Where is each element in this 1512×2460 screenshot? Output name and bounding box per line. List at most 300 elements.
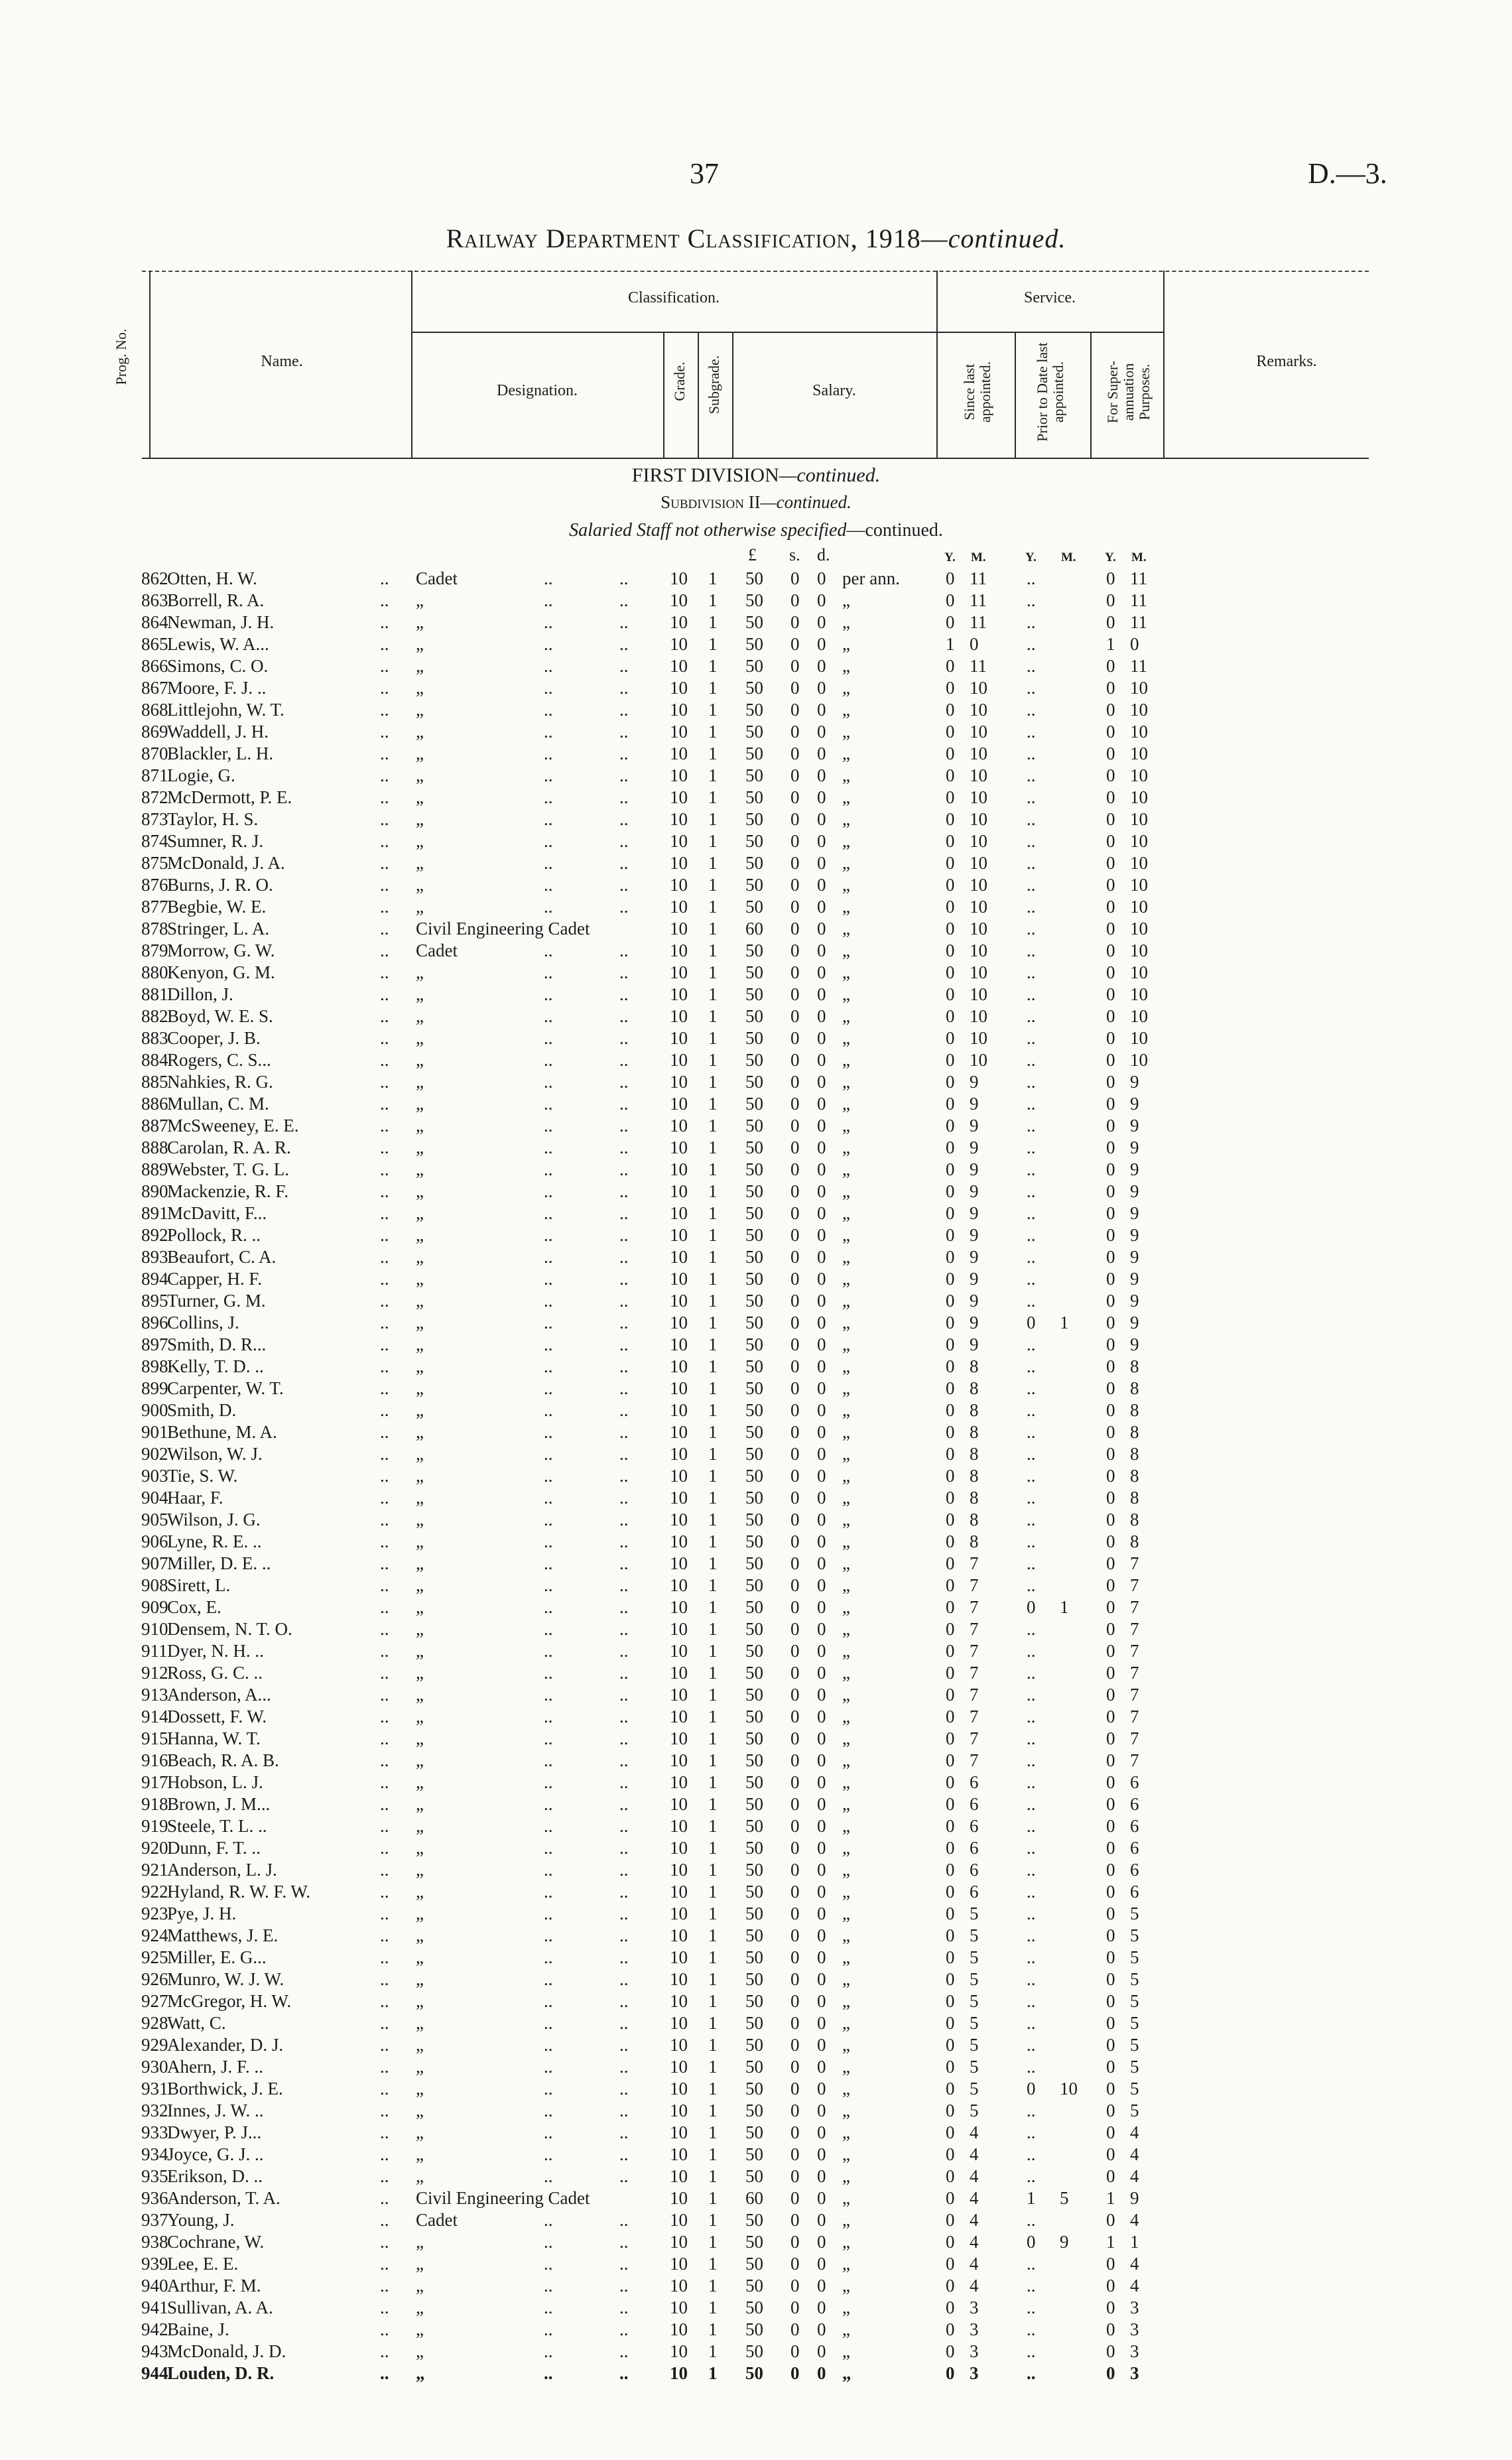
subgrade-cell: 1 — [708, 1531, 718, 1551]
since-last-years-cell: 0 — [946, 2254, 955, 2274]
designation-cell: „ — [416, 722, 424, 742]
leader-dots: .. — [380, 1116, 389, 1135]
leader-dots: .. — [380, 1794, 389, 1814]
header-bottom-rule — [142, 458, 1369, 459]
grade-cell: 10 — [670, 2122, 688, 2142]
salary-period-cell: „ — [842, 1991, 850, 2011]
prior-years-cell: .. — [1027, 656, 1036, 676]
subgrade-cell: 1 — [708, 1225, 718, 1245]
salary-period-cell: „ — [842, 2319, 850, 2339]
salary-pounds-cell: 50 — [745, 700, 763, 720]
salary-pence-cell: 0 — [817, 1882, 826, 1902]
subgrade-cell: 1 — [708, 1860, 718, 1880]
subgrade-cell: 1 — [708, 1904, 718, 1923]
since-last-months-cell: 9 — [970, 1225, 979, 1245]
salary-period-cell: „ — [842, 1422, 850, 1442]
prog-no-cell: 884 — [141, 1050, 168, 1070]
superannuation-months-cell: 10 — [1130, 744, 1148, 763]
table-row — [0, 1750, 1512, 1772]
salary-shillings-cell: 0 — [790, 1094, 800, 1114]
leader-dots: .. — [544, 1575, 553, 1595]
name-cell: Munro, W. J. W. — [167, 1969, 284, 1989]
since-last-months-cell: 10 — [970, 1050, 987, 1070]
prior-years-cell: .. — [1027, 1925, 1036, 1945]
leader-dots: .. — [544, 1685, 553, 1705]
superannuation-months-cell: 8 — [1130, 1378, 1139, 1398]
subgrade-cell: 1 — [708, 2013, 718, 2033]
since-last-months-cell: 9 — [970, 1116, 979, 1135]
salary-pence-cell: 0 — [817, 831, 826, 851]
prior-years-cell: .. — [1027, 875, 1036, 895]
table-row — [0, 1728, 1512, 1750]
rule-designation — [663, 332, 664, 458]
superannuation-years-cell: 0 — [1106, 1838, 1115, 1858]
subgrade-cell: 1 — [708, 634, 718, 654]
name-cell: Carolan, R. A. R. — [167, 1137, 291, 1157]
superannuation-months-cell: 9 — [1130, 2188, 1139, 2208]
salary-pounds-cell: 50 — [745, 2013, 763, 2033]
leader-dots: .. — [380, 1750, 389, 1770]
salary-pence-cell: 0 — [817, 1553, 826, 1573]
leader-dots: .. — [619, 1094, 629, 1114]
table-row — [0, 1049, 1512, 1071]
leader-dots: .. — [619, 1116, 629, 1135]
salary-pence-cell: 0 — [817, 1685, 826, 1705]
leader-dots: .. — [380, 1707, 389, 1726]
superannuation-months-cell: 9 — [1130, 1291, 1139, 1311]
salary-pence-cell: 0 — [817, 2166, 826, 2186]
designation-cell: „ — [416, 1313, 424, 1332]
prior-years-cell: .. — [1027, 2363, 1036, 2383]
superannuation-months-cell: 1 — [1130, 2232, 1139, 2252]
since-last-years-cell: 0 — [946, 656, 955, 676]
prog-no-cell: 940 — [141, 2276, 168, 2296]
since-last-years-cell: 0 — [946, 1313, 955, 1332]
prior-years-cell: .. — [1027, 2122, 1036, 2142]
salary-pence-cell: 0 — [817, 1619, 826, 1639]
leader-dots: .. — [544, 1860, 553, 1880]
prog-no-cell: 868 — [141, 700, 168, 720]
salary-pounds-cell: 50 — [745, 1728, 763, 1748]
superannuation-years-cell: 0 — [1106, 1663, 1115, 1683]
grade-cell: 10 — [670, 1685, 688, 1705]
designation-cell: „ — [416, 2254, 424, 2274]
superannuation-years-cell: 0 — [1106, 2210, 1115, 2230]
leader-dots: .. — [380, 612, 389, 632]
salary-shillings-cell: 0 — [790, 1291, 800, 1311]
since-last-months-cell: 8 — [970, 1466, 979, 1486]
superannuation-years-cell: 0 — [1106, 1378, 1115, 1398]
since-last-years-cell: 0 — [946, 1334, 955, 1354]
salary-period-cell: „ — [842, 1750, 850, 1770]
table-row — [0, 1290, 1512, 1312]
designation-cell: „ — [416, 1925, 424, 1945]
since-last-months-cell: 5 — [970, 1947, 979, 1967]
since-last-months-cell: 8 — [970, 1400, 979, 1420]
prior-years-cell: .. — [1027, 809, 1036, 829]
subgrade-cell: 1 — [708, 1116, 718, 1135]
salary-period-cell: „ — [842, 2188, 850, 2208]
table-row — [0, 984, 1512, 1005]
name-cell: Dossett, F. W. — [167, 1707, 267, 1726]
superannuation-years-cell: 0 — [1106, 2122, 1115, 2142]
superannuation-years-cell: 0 — [1106, 1334, 1115, 1354]
since-last-months-cell: 8 — [970, 1488, 979, 1508]
salary-shillings-cell: 0 — [790, 765, 800, 785]
salary-pence-cell: 0 — [817, 1947, 826, 1967]
name-cell: Burns, J. R. O. — [167, 875, 273, 895]
name-cell: Stringer, L. A. — [167, 919, 270, 939]
leader-dots: .. — [380, 590, 389, 610]
salary-pounds-cell: 50 — [745, 744, 763, 763]
salary-shillings-cell: 0 — [790, 1991, 800, 2011]
designation-cell: Cadet — [416, 2210, 458, 2230]
salary-period-cell: „ — [842, 765, 850, 785]
salary-pounds-cell: 50 — [745, 875, 763, 895]
salary-pence-cell: 0 — [817, 2298, 826, 2317]
prog-no-cell: 898 — [141, 1356, 168, 1376]
superannuation-years-cell: 0 — [1106, 1969, 1115, 1989]
prior-months-cell: 5 — [1060, 2188, 1069, 2208]
salary-pounds-cell: 50 — [745, 1159, 763, 1179]
name-cell: Miller, E. G... — [167, 1947, 267, 1967]
leader-dots: .. — [380, 1072, 389, 1092]
grade-cell: 10 — [670, 765, 688, 785]
since-last-years-cell: 0 — [946, 1838, 955, 1858]
superannuation-months-cell: 10 — [1130, 853, 1148, 873]
leader-dots: .. — [619, 568, 629, 588]
leader-dots: .. — [544, 1466, 553, 1486]
prior-years-cell: .. — [1027, 853, 1036, 873]
superannuation-years-cell: 0 — [1106, 568, 1115, 588]
name-cell: Innes, J. W. .. — [167, 2101, 264, 2120]
superannuation-years-cell: 0 — [1106, 962, 1115, 982]
prog-no-cell: 915 — [141, 1728, 168, 1748]
prog-no-cell: 880 — [141, 962, 168, 982]
table-row — [0, 1859, 1512, 1881]
superannuation-months-cell: 6 — [1130, 1794, 1139, 1814]
salary-period-cell: „ — [842, 1466, 850, 1486]
since-last-years-cell: 0 — [946, 1006, 955, 1026]
salary-pounds-cell: 50 — [745, 984, 763, 1004]
subgrade-cell: 1 — [708, 1510, 718, 1529]
superannuation-years-cell: 0 — [1106, 1794, 1115, 1814]
leader-dots: .. — [619, 897, 629, 917]
grade-cell: 10 — [670, 1947, 688, 1967]
subgrade-cell: 1 — [708, 2144, 718, 2164]
prior-years-cell: .. — [1027, 1072, 1036, 1092]
superannuation-years-cell: 0 — [1106, 2079, 1115, 2099]
grade-cell: 10 — [670, 1904, 688, 1923]
leader-dots: .. — [380, 1947, 389, 1967]
table-row — [0, 677, 1512, 699]
grade-cell: 10 — [670, 940, 688, 960]
superannuation-years-cell: 0 — [1106, 2319, 1115, 2339]
salary-pence-cell: 0 — [817, 1313, 826, 1332]
salary-pounds-cell: 50 — [745, 1794, 763, 1814]
leader-dots: .. — [380, 940, 389, 960]
grade-cell: 10 — [670, 656, 688, 676]
leader-dots: .. — [544, 634, 553, 654]
table-row — [0, 721, 1512, 743]
table-row — [0, 1531, 1512, 1553]
salary-pounds-cell: 50 — [745, 809, 763, 829]
grade-cell: 10 — [670, 1882, 688, 1902]
superannuation-months-cell: 7 — [1130, 1750, 1139, 1770]
designation-cell: „ — [416, 1006, 424, 1026]
superannuation-months-cell: 8 — [1130, 1400, 1139, 1420]
prior-years-cell: .. — [1027, 1947, 1036, 1967]
prog-no-cell: 932 — [141, 2101, 168, 2120]
salary-pounds-cell: 50 — [745, 2319, 763, 2339]
leader-dots: .. — [544, 1641, 553, 1661]
name-cell: Wilson, J. G. — [167, 1510, 261, 1529]
prog-no-cell: 883 — [141, 1028, 168, 1048]
salary-pence-cell: 0 — [817, 656, 826, 676]
superannuation-months-cell: 9 — [1130, 1247, 1139, 1267]
prior-years-cell: .. — [1027, 1291, 1036, 1311]
subdivision-continued: —continued. — [760, 492, 851, 512]
leader-dots: .. — [380, 2057, 389, 2077]
grade-cell: 10 — [670, 831, 688, 851]
prior-years-cell: .. — [1027, 722, 1036, 742]
prog-no-cell: 865 — [141, 634, 168, 654]
superannuation-months-cell: 3 — [1130, 2363, 1139, 2383]
subgrade-cell: 1 — [708, 744, 718, 763]
prior-years-cell: .. — [1027, 2035, 1036, 2055]
superannuation-years-cell: 0 — [1106, 2101, 1115, 2120]
leader-dots: .. — [544, 1510, 553, 1529]
prog-no-cell: 943 — [141, 2341, 168, 2361]
salary-pounds-cell: 50 — [745, 2057, 763, 2077]
since-last-months-cell: 10 — [970, 831, 987, 851]
superannuation-months-cell: 10 — [1130, 1050, 1148, 1070]
table-row — [0, 2012, 1512, 2034]
staff-heading — [0, 520, 1512, 541]
leader-dots: .. — [619, 1510, 629, 1529]
subgrade-cell: 1 — [708, 2276, 718, 2296]
leader-dots: .. — [380, 722, 389, 742]
since-last-months-cell: 3 — [970, 2363, 979, 2383]
salary-pounds-cell: 50 — [745, 1860, 763, 1880]
grade-cell: 10 — [670, 2013, 688, 2033]
since-last-years-cell: 0 — [946, 1137, 955, 1157]
salary-shillings-cell: 0 — [790, 897, 800, 917]
salary-pence-cell: 0 — [817, 2276, 826, 2296]
since-last-months-cell: 3 — [970, 2341, 979, 2361]
prior-years-cell: .. — [1027, 744, 1036, 763]
since-last-years-cell: 0 — [946, 1794, 955, 1814]
name-cell: Erikson, D. .. — [167, 2166, 263, 2186]
grade-cell: 10 — [670, 1422, 688, 1442]
since-last-months-cell: 10 — [970, 678, 987, 698]
header-service: Service. — [1024, 289, 1076, 306]
since-last-years-cell: 0 — [946, 1203, 955, 1223]
leader-dots: .. — [380, 1531, 389, 1551]
designation-cell: Cadet — [416, 940, 458, 960]
superannuation-years-cell: 0 — [1106, 853, 1115, 873]
superannuation-months-cell: 9 — [1130, 1159, 1139, 1179]
subgrade-cell: 1 — [708, 1356, 718, 1376]
grade-cell: 10 — [670, 2363, 688, 2383]
superannuation-months-cell: 5 — [1130, 2101, 1139, 2120]
subgrade-cell: 1 — [708, 2232, 718, 2252]
name-cell: Webster, T. G. L. — [167, 1159, 289, 1179]
salary-shillings-cell: 0 — [790, 1488, 800, 1508]
prog-no-cell: 937 — [141, 2210, 168, 2230]
salary-shillings-cell: 0 — [790, 2276, 800, 2296]
prior-years-cell: .. — [1027, 1116, 1036, 1135]
prog-no-cell: 912 — [141, 1663, 168, 1683]
leader-dots: .. — [619, 1531, 629, 1551]
table-row — [0, 1596, 1512, 1618]
salary-pounds-cell: 50 — [745, 831, 763, 851]
name-cell: Beaufort, C. A. — [167, 1247, 277, 1267]
salary-shillings-cell: 0 — [790, 1444, 800, 1464]
leader-dots: .. — [619, 2276, 629, 2296]
prior-years-cell: .. — [1027, 1794, 1036, 1814]
prior-years-cell: .. — [1027, 2341, 1036, 2361]
designation-cell: „ — [416, 1422, 424, 1442]
name-cell: Littlejohn, W. T. — [167, 700, 284, 720]
prior-years-cell: .. — [1027, 1838, 1036, 1858]
salary-period-cell: „ — [842, 1159, 850, 1179]
salary-period-cell: „ — [842, 1597, 850, 1617]
name-cell: Bethune, M. A. — [167, 1422, 277, 1442]
superannuation-years-cell: 0 — [1106, 1750, 1115, 1770]
superannuation-years-cell: 0 — [1106, 744, 1115, 763]
name-cell: Joyce, G. J. .. — [167, 2144, 264, 2164]
rule-left — [149, 271, 151, 458]
name-cell: Anderson, A... — [167, 1685, 271, 1705]
salary-shillings-cell: 0 — [790, 722, 800, 742]
salary-pence-cell: 0 — [817, 1510, 826, 1529]
leader-dots: .. — [544, 2232, 553, 2252]
since-last-months-cell: 4 — [970, 2144, 979, 2164]
superannuation-years-cell: 0 — [1106, 897, 1115, 917]
division-heading — [0, 464, 1512, 487]
since-last-months-cell: 10 — [970, 962, 987, 982]
name-cell: Begbie, W. E. — [167, 897, 267, 917]
prog-no-cell: 881 — [141, 984, 168, 1004]
salary-pounds-cell: 50 — [745, 2166, 763, 2186]
grade-cell: 10 — [670, 722, 688, 742]
since-last-years-cell: 0 — [946, 678, 955, 698]
leader-dots: .. — [380, 1816, 389, 1836]
subgrade-cell: 1 — [708, 678, 718, 698]
salary-period-cell: „ — [842, 2341, 850, 2361]
table-row — [0, 1881, 1512, 1903]
prog-no-cell: 899 — [141, 1378, 168, 1398]
header-remarks: Remarks. — [1256, 353, 1317, 370]
salary-shillings-cell: 0 — [790, 1685, 800, 1705]
salary-pence-cell: 0 — [817, 1181, 826, 1201]
superannuation-months-cell: 5 — [1130, 2013, 1139, 2033]
prog-no-cell: 866 — [141, 656, 168, 676]
table-row — [0, 2122, 1512, 2144]
leader-dots: .. — [544, 2298, 553, 2317]
since-last-years-cell: 0 — [946, 744, 955, 763]
prog-no-cell: 862 — [141, 568, 168, 588]
leader-dots: .. — [544, 656, 553, 676]
superannuation-months-cell: 8 — [1130, 1356, 1139, 1376]
leader-dots: .. — [380, 1728, 389, 1748]
salary-pounds-cell: 50 — [745, 634, 763, 654]
name-cell: Hyland, R. W. F. W. — [167, 1882, 311, 1902]
designation-cell: „ — [416, 1334, 424, 1354]
superannuation-months-cell: 5 — [1130, 2057, 1139, 2077]
designation-cell: „ — [416, 787, 424, 807]
superannuation-years-cell: 0 — [1106, 940, 1115, 960]
superannuation-months-cell: 5 — [1130, 2035, 1139, 2055]
name-cell: Young, J. — [167, 2210, 235, 2230]
salary-shillings-cell: 0 — [790, 2210, 800, 2230]
superannuation-months-cell: 8 — [1130, 1531, 1139, 1551]
table-row — [0, 1137, 1512, 1159]
leader-dots: .. — [544, 1969, 553, 1989]
superannuation-years-cell: 0 — [1106, 1247, 1115, 1267]
salary-shillings-cell: 0 — [790, 2298, 800, 2317]
salary-pounds-cell: 50 — [745, 656, 763, 676]
leader-dots: .. — [380, 1006, 389, 1026]
grade-cell: 10 — [670, 2210, 688, 2230]
leader-dots: .. — [619, 1203, 629, 1223]
salary-period-cell: „ — [842, 1685, 850, 1705]
superannuation-months-cell: 7 — [1130, 1575, 1139, 1595]
grade-cell: 10 — [670, 1707, 688, 1726]
salary-pounds-cell: 50 — [745, 1137, 763, 1157]
since-last-years-cell: 0 — [946, 1028, 955, 1048]
prior-years-cell: .. — [1027, 1378, 1036, 1398]
salary-pence-cell: 0 — [817, 2188, 826, 2208]
superannuation-years-cell: 0 — [1106, 1225, 1115, 1245]
superannuation-months-cell: 5 — [1130, 1925, 1139, 1945]
leader-dots: .. — [380, 1488, 389, 1508]
leader-dots: .. — [619, 744, 629, 763]
grade-cell: 10 — [670, 2319, 688, 2339]
salary-pounds-cell: 50 — [745, 1050, 763, 1070]
superannuation-months-cell: 9 — [1130, 1225, 1139, 1245]
prog-no-cell: 897 — [141, 1334, 168, 1354]
salary-pence-cell: 0 — [817, 568, 826, 588]
since-last-years-cell: 0 — [946, 2188, 955, 2208]
salary-pounds-cell: 50 — [745, 1006, 763, 1026]
salary-period-cell: „ — [842, 2035, 850, 2055]
salary-shillings-cell: 0 — [790, 1838, 800, 1858]
subgrade-cell: 1 — [708, 2079, 718, 2099]
designation-cell: Cadet — [416, 568, 458, 588]
name-cell: Anderson, T. A. — [167, 2188, 281, 2208]
superannuation-years-cell: 0 — [1106, 1488, 1115, 1508]
salary-period-cell: „ — [842, 1904, 850, 1923]
salary-shillings-cell: 0 — [790, 2363, 800, 2383]
designation-cell: „ — [416, 678, 424, 698]
unit-m3: M. — [1131, 550, 1147, 564]
leader-dots: .. — [619, 678, 629, 698]
salary-shillings-cell: 0 — [790, 2101, 800, 2120]
since-last-months-cell: 10 — [970, 1028, 987, 1048]
header-for-superannuation: For Super- annuation Purposes. — [1104, 360, 1153, 424]
subgrade-cell: 1 — [708, 1925, 718, 1945]
since-last-years-cell: 1 — [946, 634, 955, 654]
salary-pence-cell: 0 — [817, 722, 826, 742]
leader-dots: .. — [380, 656, 389, 676]
superannuation-years-cell: 0 — [1106, 1685, 1115, 1705]
rule-super — [1163, 271, 1165, 458]
superannuation-years-cell: 0 — [1106, 1050, 1115, 1070]
prior-years-cell: 0 — [1027, 2079, 1036, 2099]
leader-dots: .. — [619, 2319, 629, 2339]
